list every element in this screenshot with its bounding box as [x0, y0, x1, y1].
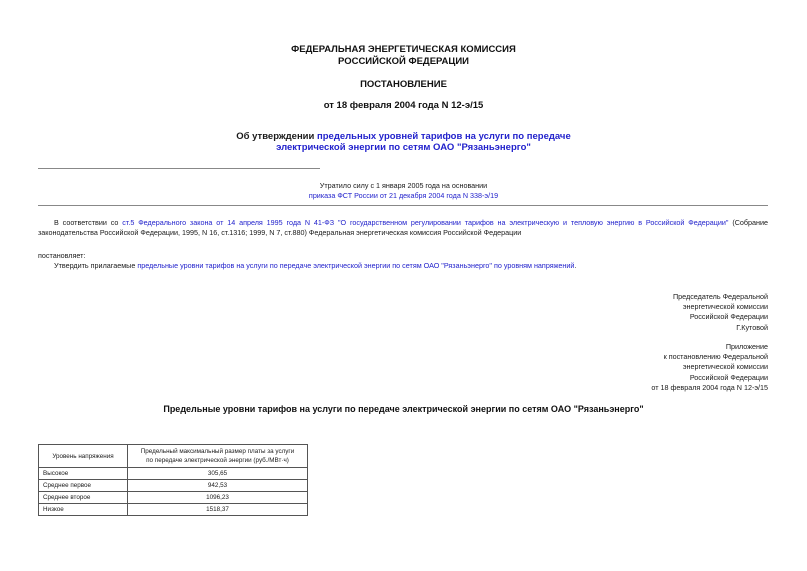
status-link-line: [0, 191, 807, 201]
column-header-tariff-line1: Предельный максимальный размер платы за услуги: [140, 448, 295, 455]
row-level: Среднее второе: [39, 492, 128, 504]
row-value: 1096,23: [128, 492, 308, 504]
appendix-line4: Российской Федерации: [689, 372, 768, 382]
resolution-text-end: .: [574, 261, 577, 270]
resolution-paragraph: [54, 261, 768, 271]
table-title: Предельные уровни тарифов на услуги по передаче электрической энергии по сетям ОАО "Рязаньэнерго": [163, 404, 644, 414]
appendix-line5: от 18 февраля 2004 года N 12-э/15: [651, 382, 768, 392]
tariff-table: [38, 444, 308, 516]
document-title: [200, 131, 607, 153]
signature-line2: энергетической комиссии: [682, 302, 768, 312]
table-row: [39, 468, 308, 480]
tariff-levels-link[interactable]: предельные уровни тарифов на услуги по передаче электрической энергии по сетям ОАО "Рязаньэнерго" по уровням напряжений: [137, 261, 575, 270]
document-date: от 18 февраля 2004 года N 12-э/15: [323, 100, 484, 111]
column-header-tariff-line2: по передаче электрической энергии (руб./МВт·ч): [146, 457, 289, 464]
table-row: [39, 504, 308, 516]
signature-block: [673, 292, 768, 333]
appendix-line2: к постановлению Федеральной: [663, 352, 768, 362]
long-divider: [38, 205, 768, 206]
status-text: Утратило силу с 1 января 2005 года на основании: [319, 181, 488, 190]
appendix-line3: энергетической комиссии: [682, 362, 768, 372]
column-header-level: Уровень напряжения: [39, 445, 128, 468]
column-header-tariff: [128, 445, 308, 468]
commission-name-line2: РОССИЙСКОЙ ФЕДЕРАЦИИ: [337, 56, 469, 67]
row-level: Высокое: [39, 468, 128, 480]
row-value: 942,53: [128, 480, 308, 492]
table-header-row: [39, 445, 308, 468]
resolution-text-start: Утвердить прилагаемые: [54, 261, 138, 270]
repeal-order-link[interactable]: приказа ФСТ России от 21 декабря 2004 года N 338-э/19: [308, 191, 499, 200]
signature-line1: Председатель Федеральной: [673, 292, 768, 301]
document-type: ПОСТАНОВЛЕНИЕ: [360, 79, 447, 90]
resolves-label: постановляет:: [38, 251, 86, 260]
row-level: Среднее первое: [39, 480, 128, 492]
preamble-paragraph: [38, 218, 768, 238]
title-link-line2[interactable]: электрической энергии по сетям ОАО "Рязаньэнерго": [276, 142, 531, 153]
signature-line3: Российской Федерации: [689, 312, 768, 322]
preamble-text-end: (Собрание законодательства Российской Федерации, 1995, N 16, ст.1316; 1999, N 7, ст.880) Федеральная энергетическая комиссия Российской Федерации: [38, 218, 769, 237]
commission-name-line1: ФЕДЕРАЛЬНАЯ ЭНЕРГЕТИЧЕСКАЯ КОМИССИЯ: [291, 44, 516, 55]
title-prefix: Об утверждении: [236, 131, 317, 142]
signature-name: Г.Кутовой: [736, 322, 768, 332]
appendix-line1: Приложение: [725, 342, 768, 351]
appendix-block: [651, 342, 768, 393]
table-row: [39, 492, 308, 504]
row-value: 1518,37: [128, 504, 308, 516]
short-divider: [38, 168, 320, 169]
table-row: [39, 480, 308, 492]
preamble-text-start: В соответствии со: [54, 218, 123, 227]
title-link-line1[interactable]: предельных уровней тарифов на услуги по передаче: [317, 131, 571, 142]
row-level: Низкое: [39, 504, 128, 516]
federal-law-link[interactable]: ст.5 Федерального закона от 14 апреля 1995 года N 41-ФЗ "О государственном регулировании тарифов на электрическую и тепловую энергию в Российской Федерации": [122, 218, 729, 227]
row-value: 305,65: [128, 468, 308, 480]
